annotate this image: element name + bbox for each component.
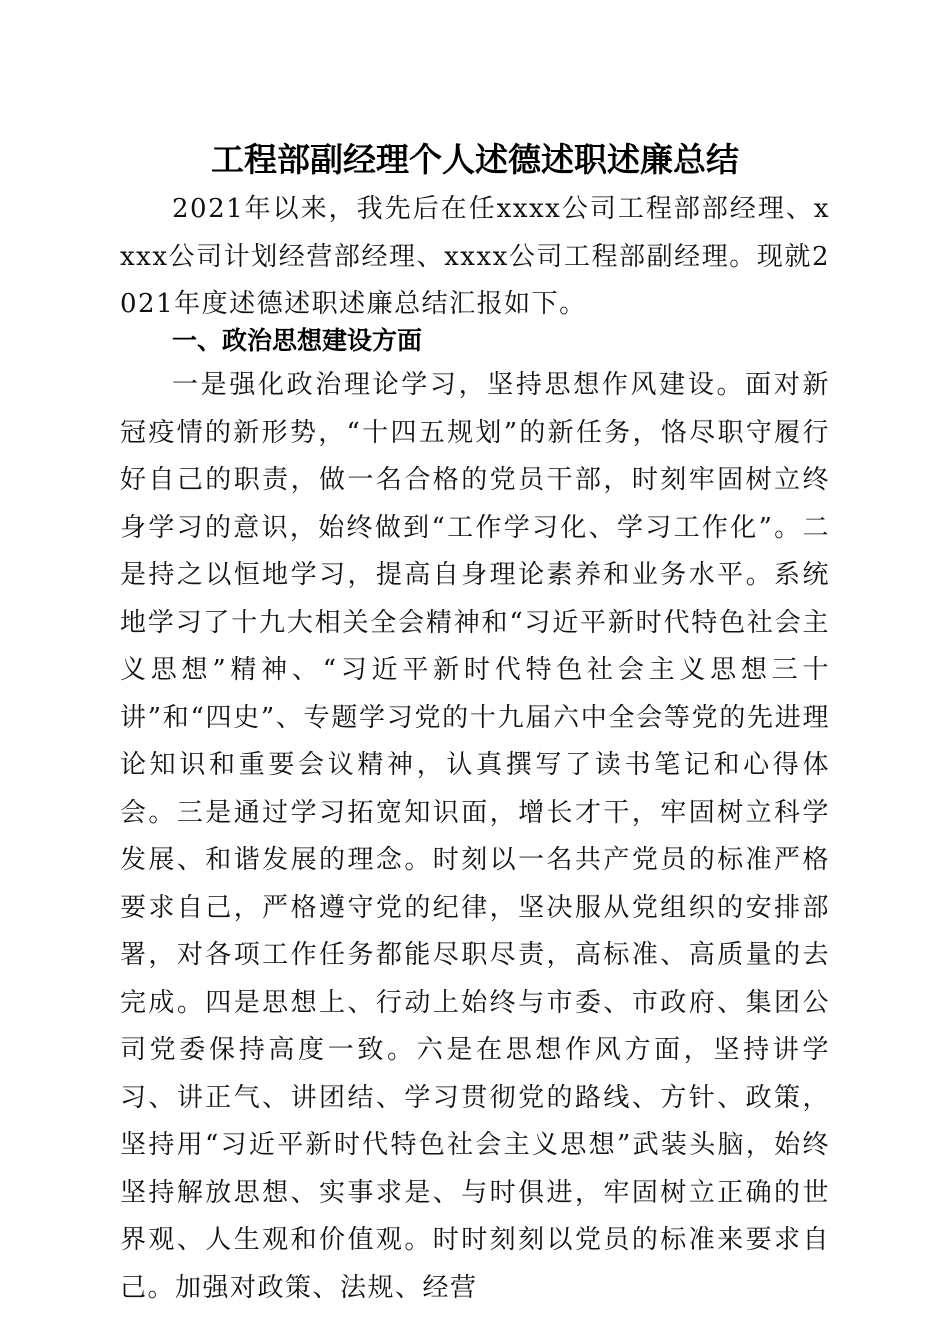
- section-heading: 一、政治思想建设方面: [172, 326, 423, 355]
- document-title: 工程部副经理个人述德述职述廉总结: [211, 140, 739, 179]
- section-paragraph: [120, 362, 830, 1312]
- section-lead-sentence: 一是强化政治理论学习，坚持思想作风建设。: [172, 370, 746, 400]
- intro-paragraph: 2021年以来，我先后在任xxxx公司工程部部经理、xxxx公司计划经营部经理、xxxx公司工程部副经理。现就2021年度述德述职述廉总结汇报如下。: [120, 194, 830, 319]
- section-body-text: 面对新冠疫情的新形势，“十四五规划”的新任务，恪尽职守履行好自己的职责，做一名合格的党员干部，时刻牢固树立终身学习的意识，始终做到“工作学习化、学习工作化”。二是持之以恒地学习，提高自身理论素养和业务水平。系统地学习了十九大相关全会精神和“习近平新时代特色社会主义思想”精神、“习近平新时代特色社会主义思想三十讲”和“四史”、专题学习党的十九届六中全会等党的先进理论知识和重要会议精神，认真撰写了读书笔记和心得体会。三是通过学习拓宽知识面，增长才干，牢固树立科学发展、和谐发展的理念。时刻以一名共产党员的标准严格要求自己，严格遵守党的纪律，坚决服从党组织的安排部署，对各项工作任务都能尽职尽责，高标准、高质量的去完成。四是思想上、行动上始终与市委、市政府、集团公司党委保持高度一致。六是在思想作风方面，坚持讲学习、讲正气、讲团结、学习贯彻党的路线、方针、政策，坚持用“习近平新时代特色社会主义思想”武装头脑，始终坚持解放思想、实事求是、与时俱进，牢固树立正确的世界观、人生观和价值观。时时刻刻以党员的标准来要求自己。加强对政策、法规、经营: [120, 370, 830, 1303]
